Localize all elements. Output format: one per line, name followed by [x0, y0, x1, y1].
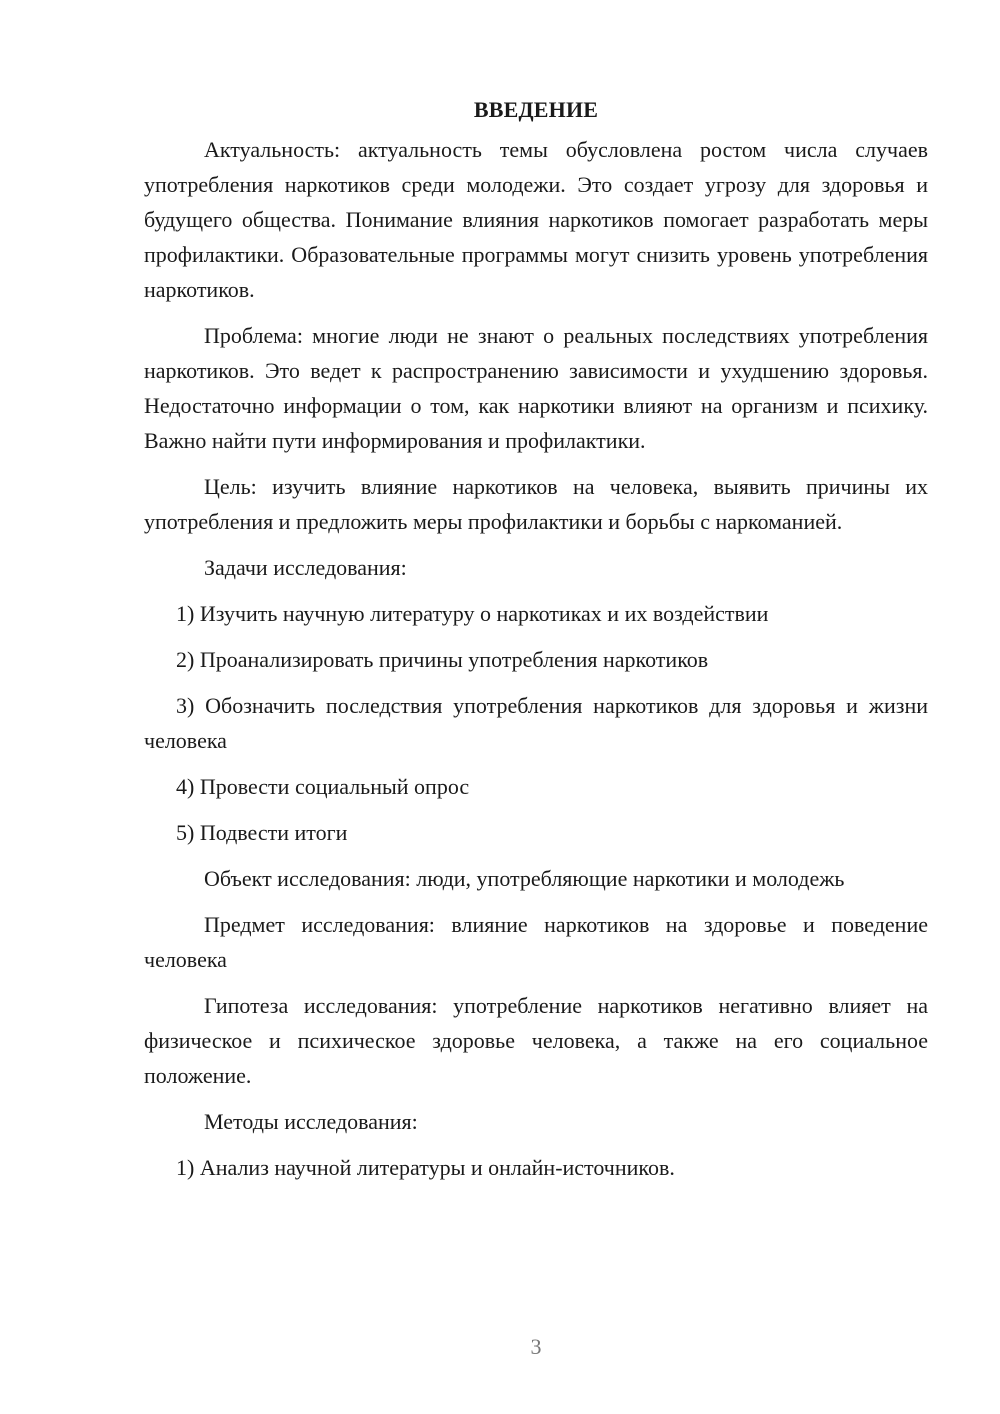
paragraph-relevance: Актуальность: актуальность темы обусловлена ростом числа случаев употребления наркотиков среди молодежи. Это создает угрозу для здоровья и будущего общества. Понимание влияния наркотиков помогает разработать меры профилактики. Образовательные программы могут снизить уровень употребления наркотиков. — [144, 137, 928, 302]
method-item-1: 1) Анализ научной литературы и онлайн-источников. — [176, 1155, 675, 1180]
page-content — [144, 92, 928, 1196]
paragraph-problem: Проблема: многие люди не знают о реальных последствиях употребления наркотиков. Это ведет к распространению зависимости и ухудшению здоровья. Недостаточно информации о том, как наркотики влияют на организм и психику. Важно найти пути информирования и профилактики. — [144, 323, 928, 453]
task-item-5: 5) Подвести итоги — [176, 820, 348, 845]
section-title: ВВЕДЕНИЕ — [473, 97, 599, 122]
page-number: 3 — [530, 1334, 542, 1359]
task-item-2: 2) Проанализировать причины употребления наркотиков — [176, 647, 709, 672]
task-item-1: 1) Изучить научную литературу о наркотиках и их воздействии — [176, 601, 769, 626]
task-item-4: 4) Провести социальный опрос — [176, 774, 470, 799]
paragraph-hypothesis: Гипотеза исследования: употребление наркотиков негативно влияет на физическое и психическое здоровье человека, а также на его социальное положение. — [144, 993, 928, 1088]
paragraph-goal: Цель: изучить влияние наркотиков на человека, выявить причины их употребления и предложить меры профилактики и борьбы с наркоманией. — [144, 474, 928, 534]
paragraph-subject: Предмет исследования: влияние наркотиков на здоровье и поведение человека — [144, 912, 928, 972]
paragraph-object: Объект исследования: люди, употребляющие наркотики и молодежь — [204, 866, 845, 891]
task-item-3: 3) Обозначить последствия употребления наркотиков для здоровья и жизни человека — [144, 693, 928, 753]
methods-heading: Методы исследования: — [204, 1109, 418, 1134]
tasks-heading: Задачи исследования: — [204, 555, 407, 580]
